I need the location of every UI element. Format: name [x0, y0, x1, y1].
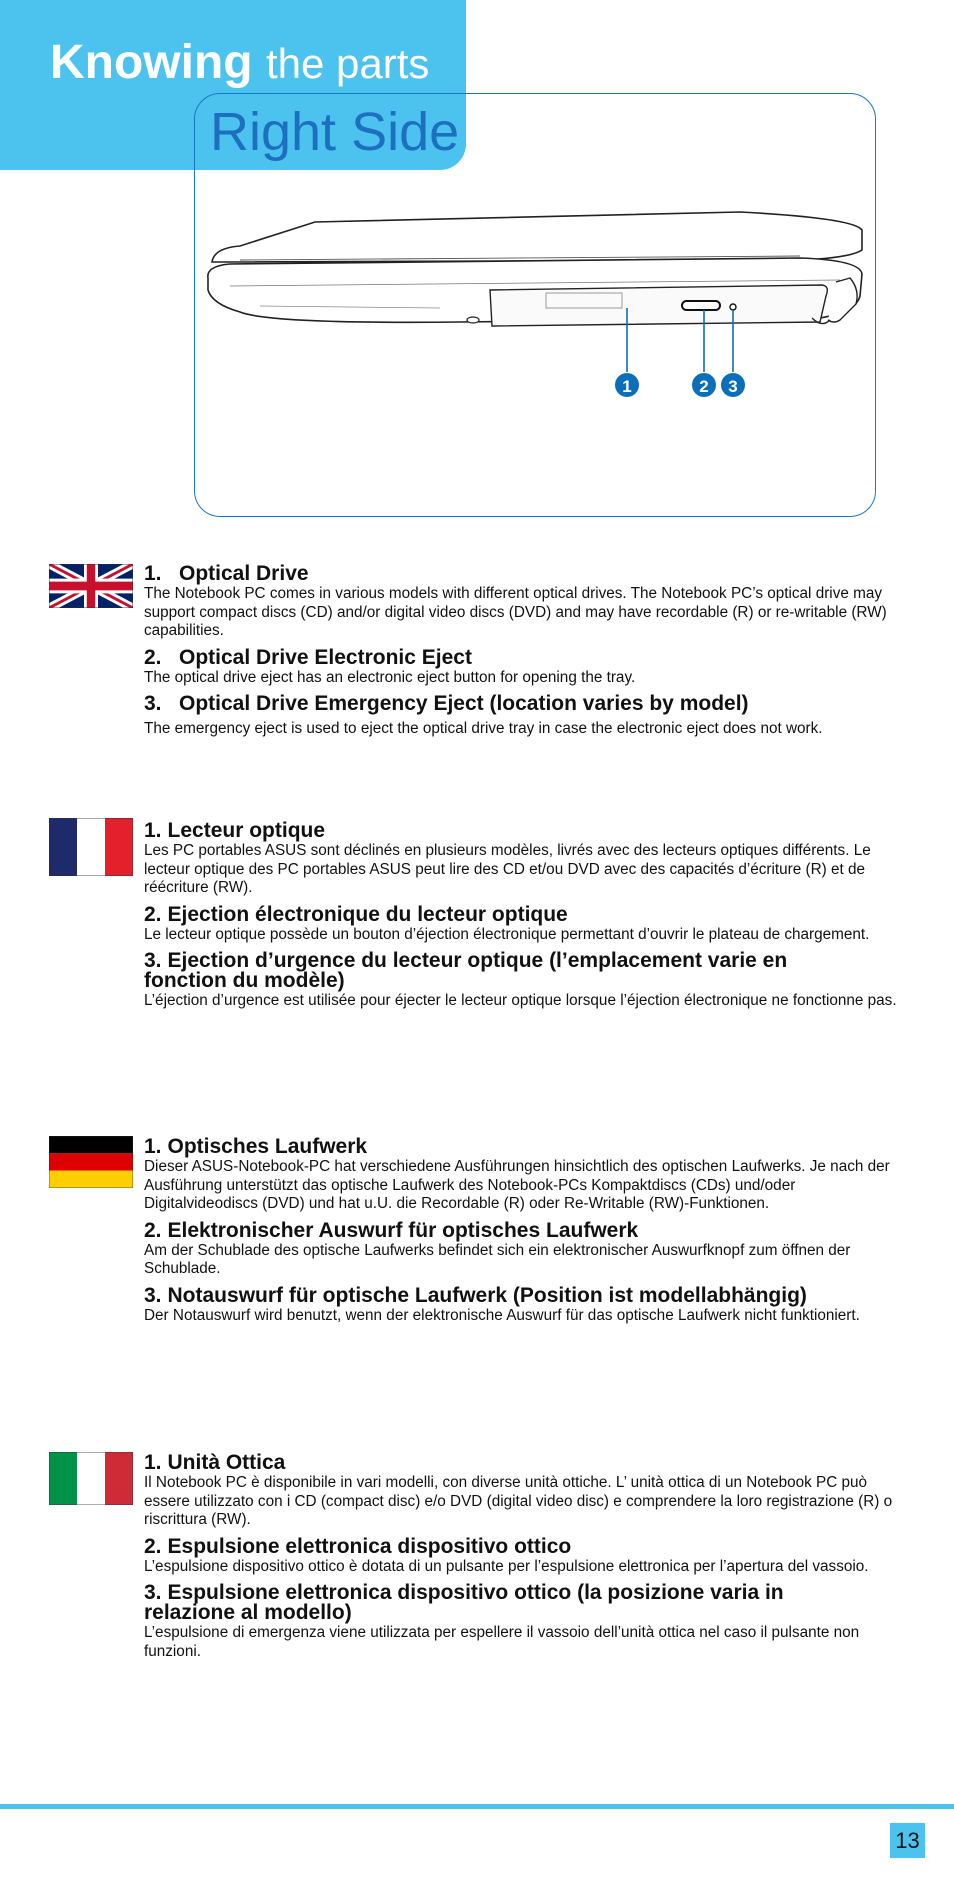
section-french: [144, 821, 906, 1018]
item-title: Espulsione elettronica dispositivo ottico: [167, 1534, 572, 1558]
list-item: 2. Elektronischer Auswurf für optisches Laufwerk Am der Schublade des optische Laufwerks befindet sich ein elektronischer Auswurfknopf zum öffnen der Schublade.: [144, 1221, 906, 1279]
list-item: 1. Unità Ottica Il Notebook PC è disponibile in vari modelli, con diverse unità ottiche. L’ unità ottica di un Notebook PC può essere utilizzato con i CD (compact disc) e/o DVD (digital video disc) e comprendere la loro registrazione (R) o riscrittura (RW).: [144, 1453, 906, 1530]
list-item: 1. Optical Drive The Notebook PC comes in various models with different optical drives. The Notebook PC’s optical drive may support compact discs (CD) and/or digital video discs (DVD) and may have recordable (R) or re-writable (RW) capabilities.: [144, 564, 906, 641]
item-title: Optisches Laufwerk: [167, 1135, 368, 1158]
german-flag-icon: [49, 1136, 133, 1188]
section-german: [144, 1137, 906, 1332]
item-title: Ejection d’urgence du lecteur optique (l’emplacement varie en fonction du modèle): [144, 949, 788, 992]
item-body: The emergency eject is used to eject the optical drive tray in case the electronic eject does not work.: [144, 720, 823, 737]
footer-divider: [0, 1804, 954, 1809]
section-subtitle: Right Side: [210, 102, 460, 162]
item-body: Dieser ASUS-Notebook-PC hat verschiedene Ausführungen hinsichtlich des optischen Laufwerks. Je nach der Ausführung unterstützt das optische Laufwerk des Notebook-PCs Kompaktdiscs (CDs) und/oder Digitalvideodiscs (DVD) und hat u.U. die Recordable (R) oder Re-Writable (RW)-Funktionen.: [144, 1158, 890, 1212]
list-item: 3. Ejection d’urgence du lecteur optique (l’emplacement varie en fonction du modèle) L’éjection d’urgence est utilisée pour éjecter le lecteur optique lorsque l’éjection électronique ne fonctionne pas.: [144, 951, 906, 1011]
list-item: 1. Lecteur optique Les PC portables ASUS sont déclinés en plusieurs modèles, livrés avec des lecteurs optiques différents. Le lecteur optique des PC portables ASUS peut lire des CD et/ou DVD avec des capacités d’écriture (R) et de réécriture (RW).: [144, 821, 906, 898]
callout-1-badge: [615, 373, 639, 397]
list-item: 2. Optical Drive Electronic Eject The optical drive eject has an electronic eject button for opening the tray.: [144, 648, 906, 688]
laptop-right-side-illustration: [200, 200, 870, 400]
section-english: [144, 564, 906, 746]
callout-3-badge: [721, 373, 745, 397]
list-item: 3. Optical Drive Emergency Eject (location varies by model) The emergency eject is used to eject the optical drive tray in case the electronic eject does not work.: [144, 694, 906, 739]
page-title: [50, 34, 429, 93]
item-title: Lecteur optique: [167, 819, 326, 842]
item-body: Am der Schublade des optische Laufwerks befindet sich ein elektronischer Auswurfknopf zum öffnen der Schublade.: [144, 1241, 851, 1277]
svg-text:2: 2: [699, 377, 709, 396]
french-flag-icon: [49, 818, 133, 876]
list-item: 2. Espulsione elettronica dispositivo ottico L’espulsione dispositivo ottico è dotata di un pulsante per l’espulsione elettronica per l’apertura del vassoio.: [144, 1537, 906, 1577]
page-title-rest: the parts: [265, 40, 430, 87]
item-body: Der Notauswurf wird benutzt, wenn der elektronische Auswurf für das optische Laufwerk nicht funktioniert.: [144, 1306, 860, 1324]
svg-text:1: 1: [622, 377, 632, 396]
item-title: Optical Drive Electronic Eject: [179, 645, 472, 669]
item-title: Unità Ottica: [167, 1451, 286, 1474]
page-number: 13: [890, 1823, 925, 1858]
item-body: Le lecteur optique possède un bouton d’éjection électronique permettant d’ouvrir le plateau de chargement.: [144, 925, 870, 943]
list-item: 1. Optisches Laufwerk Dieser ASUS-Notebook-PC hat verschiedene Ausführungen hinsichtlich des optischen Laufwerks. Je nach der Ausführung unterstützt das optische Laufwerk des Notebook-PCs Kompaktdiscs (CDs) und/oder Digitalvideodiscs (DVD) und hat u.U. die Recordable (R) oder Re-Writable (RW)-Funktionen.: [144, 1137, 906, 1214]
item-body: Il Notebook PC è disponibile in vari modelli, con diverse unità ottiche. L’ unità ottica di un Notebook PC può essere utilizzato con i CD (compact disc) e/o DVD (digital video disc) e comprendere la loro registrazione (R) o riscrittura (RW).: [144, 1474, 893, 1528]
item-body: L’éjection d’urgence est utilisée pour éjecter le lecteur optique lorsque l’éjection électronique ne fonctionne pas.: [144, 992, 897, 1009]
item-body: The optical drive eject has an electronic eject button for opening the tray.: [144, 668, 636, 686]
item-title: Notauswurf für optische Laufwerk (Position ist modellabhängig): [167, 1283, 807, 1307]
italian-flag-icon: [49, 1452, 133, 1505]
list-item: 3. Notauswurf für optische Laufwerk (Position ist modellabhängig) Der Notauswurf wird benutzt, wenn der elektronische Auswurf für das optische Laufwerk nicht funktioniert.: [144, 1286, 906, 1326]
page-title-bold: Knowing: [50, 36, 253, 89]
callout-2-badge: [692, 373, 716, 397]
item-body: L’espulsione di emergenza viene utilizzata per espellere il vassoio dell’unità ottica nel caso il pulsante non funzioni.: [144, 1624, 860, 1660]
list-item: 2. Ejection électronique du lecteur optique Le lecteur optique possède un bouton d’éjection électronique permettant d’ouvrir le plateau de chargement.: [144, 905, 906, 945]
item-title: Optical Drive: [179, 562, 309, 585]
item-title: Elektronischer Auswurf für optisches Laufwerk: [167, 1218, 639, 1242]
item-title: Ejection électronique du lecteur optique: [167, 902, 568, 926]
item-body: The Notebook PC comes in various models with different optical drives. The Notebook PC’s optical drive may support compact discs (CD) and/or digital video discs (DVD) and may have recordable (R) or re-writable (RW) capabilities.: [144, 585, 887, 639]
uk-flag-icon: [49, 564, 133, 608]
item-title: Espulsione elettronica dispositivo ottico (la posizione varia in relazione al modello): [144, 1581, 784, 1624]
svg-text:3: 3: [728, 377, 738, 396]
list-item: 3. Espulsione elettronica dispositivo ottico (la posizione varia in relazione al modello) L’espulsione di emergenza viene utilizzata per espellere il vassoio dell’unità ottica nel caso il pulsante non funzioni.: [144, 1583, 906, 1661]
section-italian: [144, 1453, 906, 1668]
item-title: Optical Drive Emergency Eject (location varies by model): [179, 692, 749, 715]
item-body: Les PC portables ASUS sont déclinés en plusieurs modèles, livrés avec des lecteurs optiques différents. Le lecteur optique des PC portables ASUS peut lire des CD et/ou DVD avec des capacités d’écriture (R) et de réécriture (RW).: [144, 842, 871, 896]
item-body: L’espulsione dispositivo ottico è dotata di un pulsante per l’espulsione elettronica per l’apertura del vassoio.: [144, 1557, 869, 1575]
